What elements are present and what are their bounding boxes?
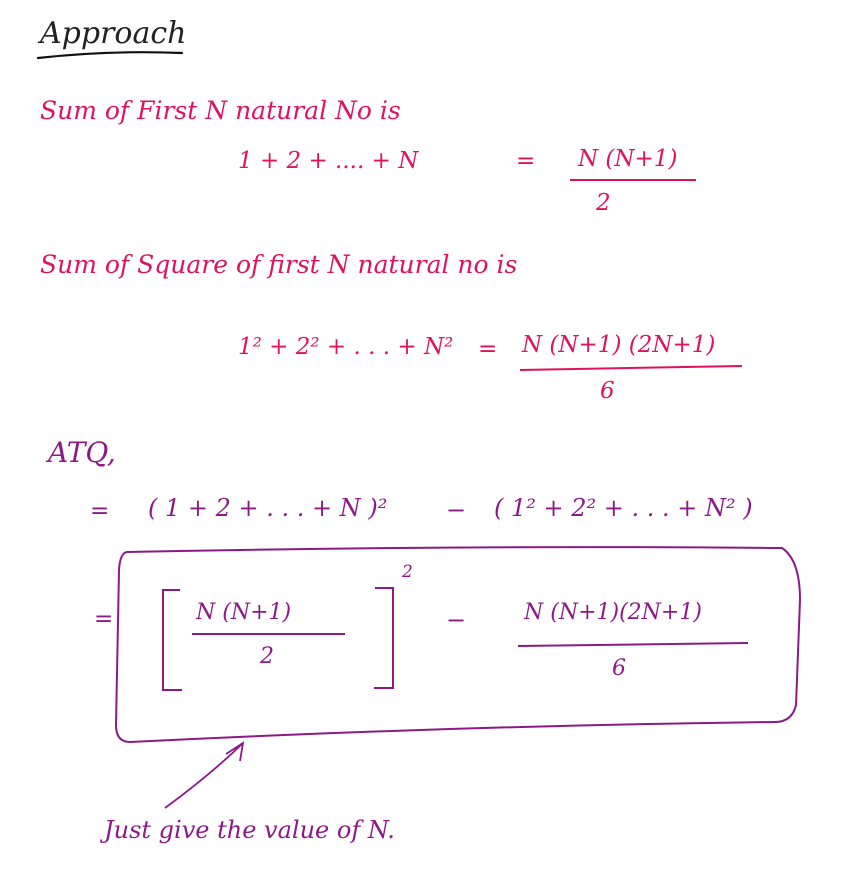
heading: Approach	[40, 16, 187, 51]
section2-denominator: 6	[600, 378, 615, 404]
section1-numerator: N (N+1)	[578, 146, 678, 172]
box-fraction1-numerator: N (N+1)	[196, 600, 292, 625]
right-bracket	[374, 588, 393, 688]
section1-denominator: 2	[596, 190, 611, 216]
arrow-line	[165, 744, 242, 808]
atq-term2: ( 1² + 2² + . . . + N² )	[494, 494, 753, 522]
arrow-head	[226, 743, 243, 761]
section2-label: Sum of Square of first N natural no is	[40, 250, 518, 279]
section2-numerator: N (N+1) (2N+1)	[522, 332, 716, 358]
atq-label: ATQ,	[48, 436, 116, 469]
atq-term1: ( 1 + 2 + . . . + N )²	[148, 494, 388, 522]
atq-minus2: −	[446, 606, 467, 634]
box-fraction2-numerator: N (N+1)(2N+1)	[524, 600, 702, 625]
answer-box	[116, 547, 800, 742]
note: Just give the value of N.	[104, 816, 395, 844]
atq-minus1: −	[446, 496, 467, 524]
atq-eq1: =	[90, 498, 110, 524]
box-power: 2	[402, 562, 413, 582]
section2-eq: =	[478, 336, 498, 362]
section1-eq: =	[516, 148, 536, 174]
section1-lhs: 1 + 2 + .... + N	[238, 148, 419, 174]
section2-lhs: 1² + 2² + . . . + N²	[238, 334, 454, 360]
left-bracket	[163, 590, 182, 690]
box-fraction2-denominator: 6	[612, 656, 626, 681]
fraction-bar-2	[520, 366, 742, 370]
heading-underline	[38, 52, 182, 58]
atq-eq2: =	[94, 606, 114, 632]
box-fraction1-denominator: 2	[260, 644, 274, 669]
fraction-bar-4	[518, 643, 748, 646]
section1-label: Sum of First N natural No is	[40, 96, 401, 125]
